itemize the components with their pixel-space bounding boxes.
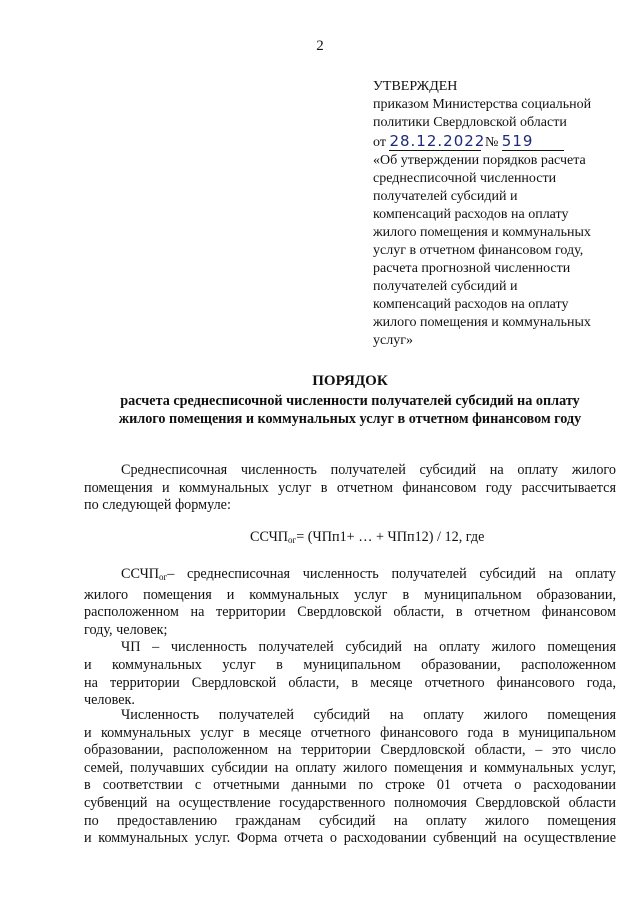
text-line: расположенном на территории Свердловской области, в отчетном финансовом (84, 604, 616, 621)
text-line: субвенций на осуществление государственного полномочия Свердловской области (84, 794, 616, 811)
intro-paragraph (84, 462, 616, 515)
formula-lhs-subscript: ог (288, 535, 297, 545)
formula-rhs: = (ЧПп1+ … + ЧПп12) / 12, где (296, 529, 485, 545)
text-line: и коммунальных услуг в месяце отчетного финансового года в муниципальном (84, 724, 616, 741)
text-line: ЧП – численность получателей субсидий на оплату жилого помещения (121, 639, 616, 656)
page-number: 2 (316, 38, 324, 54)
approval-quote-line: компенсаций расходов на оплату (373, 207, 569, 222)
approval-quote-line: «Об утверждении порядков расчета (373, 153, 586, 168)
text-line: на территории Свердловской области, в месяце отчетного финансового года, (84, 674, 616, 691)
formula-lhs: ССЧП (250, 529, 289, 545)
from-label: от (373, 135, 386, 150)
paragraph-3 (84, 707, 616, 848)
approval-quote-line: получателей субсидий и (373, 189, 518, 204)
handwritten-date: 28.12.2022 (389, 132, 486, 150)
definition-term-subscript: ог (159, 572, 168, 582)
number-sign: № (484, 135, 499, 150)
document-title: ПОРЯДОК (312, 373, 388, 389)
approval-quote-line: среднесписочной численности (373, 171, 557, 186)
approval-quote-line: компенсаций расходов на оплату (373, 297, 569, 312)
handwritten-number: 519 (502, 132, 564, 151)
approval-block (373, 78, 623, 350)
approval-quote-line: услуг в отчетном финансовом году, (373, 243, 584, 258)
approval-line: приказом Министерства социальной (373, 97, 592, 112)
text-line: жилого помещения и коммунальных услуг в муниципальном образовании, (84, 586, 616, 603)
document-subtitle-line: расчета среднесписочной численности получателей субсидий на оплату (120, 393, 580, 409)
approval-heading: УТВЕРЖДЕН (373, 79, 458, 94)
document-subtitle-line: жилого помещения и коммунальных услуг в отчетном финансовом году (118, 411, 582, 427)
approval-quote-line: получателей субсидий и (373, 279, 518, 294)
approval-quote-line: жилого помещения и коммунальных (373, 225, 591, 240)
text-line: и коммунальных услуг в муниципальном образовании, расположенном (84, 656, 616, 673)
text-line: помещения и коммунальных услуг в отчетном финансовом году рассчитывается (84, 479, 616, 496)
text-line: по следующей формуле: (84, 497, 231, 514)
text-line: по предоставлению гражданам субсидий на оплату жилого помещения (84, 812, 616, 829)
definitions-block (84, 566, 616, 710)
approval-date-line (373, 132, 623, 152)
definition-term: ССЧП (121, 566, 160, 582)
approval-quote-line: расчета прогнозной численности (373, 261, 571, 276)
text-line (84, 566, 616, 587)
text-line: человек. (84, 692, 135, 709)
text-line: году, человек; (84, 621, 168, 638)
text-line: семей, получавших субсидии на оплату жилого помещения и коммунальных услуг, (84, 759, 616, 776)
approval-quote-line: жилого помещения и коммунальных (373, 315, 591, 330)
definition-text: – среднесписочная численность получателей субсидий на оплату (167, 566, 616, 582)
text-line: Численность получателей субсидий на оплату жилого помещения (121, 707, 616, 723)
approval-quote-line: услуг» (373, 333, 413, 348)
text-line: Среднесписочная численность получателей субсидий на оплату жилого (121, 462, 616, 478)
formula (250, 529, 484, 546)
text-line: образовании, расположенном на территории Свердловской области, – это число (84, 742, 616, 759)
approval-line: политики Свердловской области (373, 115, 567, 130)
text-line: и коммунальных услуг. Форма отчета о расходовании субвенций на осуществление (84, 830, 616, 847)
text-line: в соответствии с отчетными данными по строке 01 отчета о расходовании (84, 777, 616, 794)
